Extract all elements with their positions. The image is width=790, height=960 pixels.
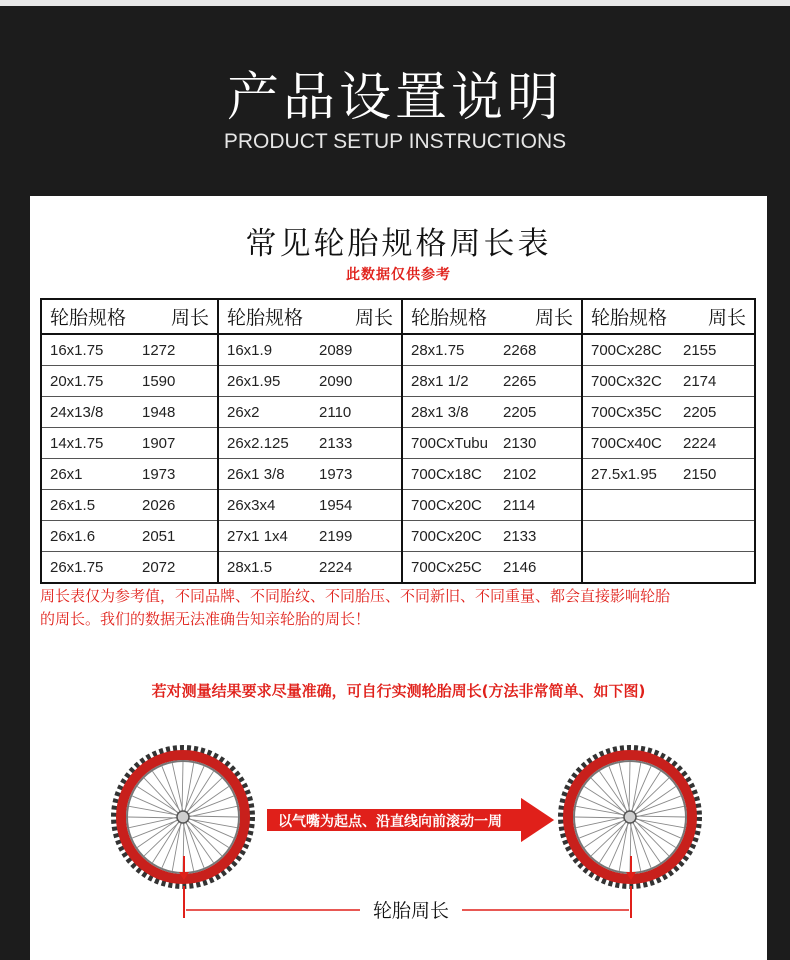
tire-size: 26x3x4 (227, 496, 276, 514)
tire-size: 700Cx20C (411, 527, 482, 545)
tire-circumference: 2224 (683, 434, 717, 452)
tire-circumference: 2026 (142, 496, 176, 514)
tire-size: 28x1.5 (227, 558, 273, 576)
tire-circumference: 2051 (142, 527, 176, 545)
tire-circumference: 1973 (319, 465, 353, 483)
tire-size: 26x2 (227, 403, 260, 421)
tire-circumference: 2072 (142, 558, 176, 576)
table-title: 常见轮胎规格周长表 (245, 226, 552, 262)
hub (624, 811, 636, 823)
tire-circumference: 2150 (683, 465, 717, 483)
tire-size: 24x13/8 (50, 403, 104, 421)
tire-circumference: 1590 (142, 372, 176, 390)
tire-size: 26x2.125 (227, 434, 289, 452)
page-subtitle: PRODUCT SETUP INSTRUCTIONS (223, 130, 567, 153)
tire-size: 26x1.6 (50, 527, 96, 545)
tire-circumference: 2174 (683, 372, 717, 390)
note-line-2: 的周长。我们的数据无法准确告知亲轮胎的周长！ (40, 610, 371, 628)
header-length: 周长 (170, 307, 209, 329)
tire-size: 700Cx20C (411, 496, 482, 514)
tire-size: 27.5x1.95 (591, 465, 657, 483)
measure-diagram (30, 196, 767, 960)
tire-circumference: 2130 (503, 434, 537, 452)
header-length: 周长 (534, 307, 573, 329)
tire-circumference: 2133 (319, 434, 353, 452)
tire-size: 27x1 1x4 (227, 527, 288, 545)
tire-size: 700Cx32C (591, 372, 662, 390)
table-subtitle: 此数据仅供参考 (346, 267, 451, 283)
tire-circumference: 2268 (503, 341, 537, 359)
tire-circumference: 2089 (319, 341, 353, 359)
tire-size: 700Cx35C (591, 403, 662, 421)
hub (177, 811, 189, 823)
tire-circumference: 2205 (683, 403, 717, 421)
tire-circumference: 2155 (683, 341, 717, 359)
tire-size: 700CxTubu (411, 434, 488, 452)
tire-circumference: 1973 (142, 465, 176, 483)
tire-size: 28x1 3/8 (411, 403, 469, 421)
tire-size: 28x1.75 (411, 341, 465, 359)
tire-size: 26x1.75 (50, 558, 104, 576)
tire-size: 700Cx40C (591, 434, 662, 452)
page-title: 产品设置说明 (226, 68, 563, 128)
measure-instruction: 若对测量结果要求尽量准确，可自行实测轮胎周长(方法非常简单、如下图) (151, 682, 646, 700)
length-label: 轮胎周长 (372, 900, 450, 922)
tire-circumference: 2114 (503, 496, 536, 514)
top-divider (0, 0, 790, 6)
header-size: 轮胎规格 (50, 307, 127, 329)
note-line-1: 周长表仅为参考值，不同品牌、不同胎纹、不同胎压、不同新旧、不同重量、都会直接影响轮胎 (40, 587, 671, 605)
tire-size: 28x1 1/2 (411, 372, 469, 390)
tire-circumference: 1907 (142, 434, 176, 452)
tire-size: 26x1 3/8 (227, 465, 285, 483)
header-size: 轮胎规格 (591, 307, 668, 329)
tire-size: 14x1.75 (50, 434, 104, 452)
content-panel (30, 196, 767, 960)
tire-size: 26x1.5 (50, 496, 96, 514)
tire-circumference: 2102 (503, 465, 537, 483)
tire-circumference: 1272 (142, 341, 176, 359)
tire-size: 700Cx25C (411, 558, 482, 576)
header-length: 周长 (354, 307, 393, 329)
tire-circumference: 1954 (319, 496, 353, 514)
tire-circumference: 2199 (319, 527, 353, 545)
tire-size: 26x1 (50, 465, 83, 483)
tire-circumference: 2133 (503, 527, 537, 545)
tire-size: 20x1.75 (50, 372, 104, 390)
tire-size: 16x1.75 (50, 341, 104, 359)
tire-circumference: 1948 (142, 403, 176, 421)
tire-size: 26x1.95 (227, 372, 281, 390)
tire-circumference: 2110 (319, 403, 352, 421)
roll-arrow-text: 以气嘴为起点、沿直线向前滚动一周 (278, 814, 502, 830)
header-size: 轮胎规格 (411, 307, 488, 329)
tire-circumference: 2265 (503, 372, 537, 390)
header-size: 轮胎规格 (227, 307, 304, 329)
tire-circumference: 2205 (503, 403, 537, 421)
tire-circumference: 2090 (319, 372, 353, 390)
tire-size: 16x1.9 (227, 341, 273, 359)
tire-circumference: 2224 (319, 558, 353, 576)
tire-circumference: 2146 (503, 558, 537, 576)
tire-size: 700Cx28C (591, 341, 662, 359)
header-length: 周长 (707, 307, 746, 329)
tire-size: 700Cx18C (411, 465, 482, 483)
